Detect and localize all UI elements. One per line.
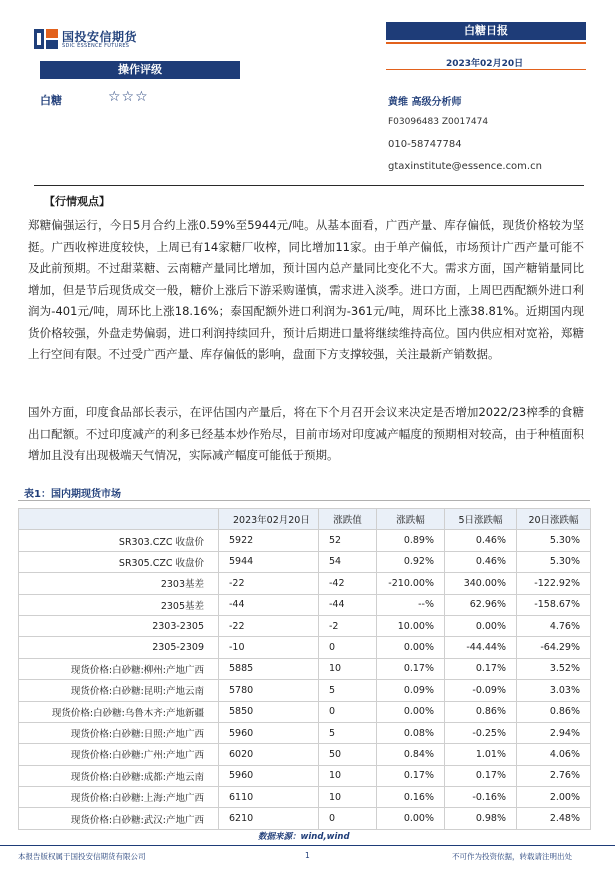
table-cell: 0.17% xyxy=(377,658,445,679)
table-cell: 0.89% xyxy=(377,530,445,551)
table-cell: 5780 xyxy=(219,680,319,701)
overseas-paragraph: 国外方面，印度食品部长表示，在评估国内产量后，将在下个月召开会议来决定是否增加2022/23榨季的食糖出口配额。不过印度减产的利多已经基本炒作殆尽，目前市场对印度减产幅度的预期相对较高，由于种植面积增加且没有出现极端天气情况，实际减产幅度可能低于预期。 xyxy=(28,405,584,462)
table-cell: 3.03% xyxy=(517,680,591,701)
section-divider xyxy=(34,185,584,186)
table-cell: -42 xyxy=(319,573,377,594)
table-cell: 340.00% xyxy=(445,573,517,594)
table-row xyxy=(19,722,591,743)
table-cell: -10 xyxy=(219,637,319,658)
table-row xyxy=(19,658,591,679)
rating-stars-icon: ☆☆☆ xyxy=(108,89,149,105)
table-cell: 1.01% xyxy=(445,744,517,765)
table-row xyxy=(19,594,591,615)
row-label: 现货价格:白砂糖:柳州:产地广西 xyxy=(19,658,219,679)
company-name-en: SDIC ESSENCE FUTURES xyxy=(62,43,130,49)
row-label: 2303-2305 xyxy=(19,615,219,636)
row-label: 现货价格:白砂糖:昆明:产地云南 xyxy=(19,680,219,701)
column-header: 涨跌值 xyxy=(319,509,377,530)
table-cell: 5944 xyxy=(219,551,319,572)
footer-divider xyxy=(0,845,615,846)
column-header: 5日涨跌幅 xyxy=(445,509,517,530)
table-cell: -0.09% xyxy=(445,680,517,701)
table-cell: 5 xyxy=(319,680,377,701)
table-cell: 2.48% xyxy=(517,808,591,829)
table-cell: 0.00% xyxy=(377,701,445,722)
table-caption: 表1：国内期现货市场 xyxy=(24,489,121,500)
table-cell: 0.46% xyxy=(445,530,517,551)
table-cell: 5960 xyxy=(219,765,319,786)
page-number: 1 xyxy=(305,851,310,860)
table-cell: 0.98% xyxy=(445,808,517,829)
section-heading: 【行情观点】 xyxy=(44,195,110,208)
data-source: 数据来源：wind,wind xyxy=(258,832,350,842)
table-cell: 0.16% xyxy=(377,787,445,808)
banner-divider xyxy=(386,42,586,44)
table-row xyxy=(19,808,591,829)
table-cell: -44 xyxy=(219,594,319,615)
table-row xyxy=(19,530,591,551)
table-cell: -44 xyxy=(319,594,377,615)
market-view-paragraph: 郑糖偏强运行，今日5月合约上涨0.59%至5944元/吨。从基本面看，广西产量、库存偏低，现货价格较为坚挺。广西收榨进度较快，上周已有14家糖厂收榨，同比增加11家。由于单产偏低，市场预计广西产量可能不及此前预期。不过甜菜糖、云南糖产量同比增加，预计国内总产量同比变化不大。需求方面，国产糖销量同比增加，但是节后现货成交一般，糖价上涨后下游采购谨慎，需求进入淡季。进口方面，上周巴西配额外进口利润为-401元/吨，周环比上涨18.16%；泰国配额外进口利润为-361元/吨，周环比上涨38.81%。近期国内现货价格较强，外盘走势偏弱，进口利润持续回升，预计后期进口量将继续维持高位。国内供应相对宽裕，郑糖上行空间有限。不过受广西产量、库存偏低的影响，盘面下方支撑较强，关注最新产销数据。 xyxy=(28,218,584,361)
table-cell: 5 xyxy=(319,722,377,743)
caption-divider xyxy=(18,500,590,501)
table-cell: 4.76% xyxy=(517,615,591,636)
table-cell: -0.25% xyxy=(445,722,517,743)
table-cell: 5885 xyxy=(219,658,319,679)
table-cell: 10 xyxy=(319,765,377,786)
column-header: 涨跌幅 xyxy=(377,509,445,530)
table-cell: 4.06% xyxy=(517,744,591,765)
table-row xyxy=(19,701,591,722)
analyst-license: F03096483 Z0017474 xyxy=(388,117,489,127)
table-cell: --% xyxy=(377,594,445,615)
table-row xyxy=(19,744,591,765)
table-cell: 0.00% xyxy=(377,637,445,658)
report-title: 白糖日报 xyxy=(386,22,586,40)
table-cell: -210.00% xyxy=(377,573,445,594)
table-cell: -0.16% xyxy=(445,787,517,808)
date-divider xyxy=(386,69,586,70)
company-name-cn: 国投安信期货 xyxy=(62,30,138,44)
rating-banner: 操作评级 xyxy=(40,61,240,79)
table-cell: 0 xyxy=(319,637,377,658)
row-label: 现货价格:白砂糖:武汉:产地广西 xyxy=(19,808,219,829)
table-row xyxy=(19,551,591,572)
market-data-table xyxy=(18,508,591,830)
row-label: 现货价格:白砂糖:乌鲁木齐:产地新疆 xyxy=(19,701,219,722)
table-row xyxy=(19,637,591,658)
table-cell: 5.30% xyxy=(517,551,591,572)
footer-copyright: 本报告版权属于国投安信期货有限公司 xyxy=(18,852,146,861)
company-logo-icon xyxy=(34,29,58,49)
table-cell: 0.17% xyxy=(445,658,517,679)
footer-disclaimer: 不可作为投资依据，转载请注明出处 xyxy=(452,852,572,861)
table-cell: 62.96% xyxy=(445,594,517,615)
table-row xyxy=(19,787,591,808)
analyst-phone: 010-58747784 xyxy=(388,139,462,150)
table-cell: 0.84% xyxy=(377,744,445,765)
table-cell: 0.46% xyxy=(445,551,517,572)
row-label: 2303基差 xyxy=(19,573,219,594)
table-cell: 10.00% xyxy=(377,615,445,636)
table-cell: 0.00% xyxy=(445,615,517,636)
table-cell: 0.00% xyxy=(377,808,445,829)
column-header xyxy=(19,509,219,530)
table-cell: -122.92% xyxy=(517,573,591,594)
row-label: 现货价格:白砂糖:成都:产地云南 xyxy=(19,765,219,786)
table-header-row xyxy=(19,509,591,530)
row-label: 2305-2309 xyxy=(19,637,219,658)
table-cell: -22 xyxy=(219,615,319,636)
table-cell: 0 xyxy=(319,808,377,829)
table-cell: 10 xyxy=(319,658,377,679)
table-cell: -22 xyxy=(219,573,319,594)
commodity-name: 白糖 xyxy=(40,94,62,107)
table-cell: 5922 xyxy=(219,530,319,551)
table-cell: 50 xyxy=(319,744,377,765)
table-cell: 0.92% xyxy=(377,551,445,572)
table-cell: 0.09% xyxy=(377,680,445,701)
row-label: 现货价格:白砂糖:日照:产地广西 xyxy=(19,722,219,743)
table-cell: 0.86% xyxy=(445,701,517,722)
table-cell: 6110 xyxy=(219,787,319,808)
table-cell: 0.17% xyxy=(377,765,445,786)
table-cell: 5960 xyxy=(219,722,319,743)
analyst-name: 黄维 高级分析师 xyxy=(388,97,462,108)
table-cell: 3.52% xyxy=(517,658,591,679)
report-date: 2023年02月20日 xyxy=(446,59,524,69)
table-cell: 0.08% xyxy=(377,722,445,743)
table-row xyxy=(19,573,591,594)
table-cell: 6020 xyxy=(219,744,319,765)
table-cell: -44.44% xyxy=(445,637,517,658)
column-header: 2023年02月20日 xyxy=(219,509,319,530)
row-label: 现货价格:白砂糖:上海:产地广西 xyxy=(19,787,219,808)
table-cell: -2 xyxy=(319,615,377,636)
analyst-email: gtaxinstitute@essence.com.cn xyxy=(388,161,542,172)
table-cell: 5.30% xyxy=(517,530,591,551)
table-cell: 54 xyxy=(319,551,377,572)
table-row xyxy=(19,680,591,701)
row-label: SR305.CZC 收盘价 xyxy=(19,551,219,572)
table-cell: 2.94% xyxy=(517,722,591,743)
table-row xyxy=(19,615,591,636)
table-cell: 0.86% xyxy=(517,701,591,722)
table-cell: 2.76% xyxy=(517,765,591,786)
table-cell: 2.00% xyxy=(517,787,591,808)
table-cell: -64.29% xyxy=(517,637,591,658)
table-cell: 10 xyxy=(319,787,377,808)
table-cell: 5850 xyxy=(219,701,319,722)
table-cell: 0 xyxy=(319,701,377,722)
table-cell: 0.17% xyxy=(445,765,517,786)
row-label: 2305基差 xyxy=(19,594,219,615)
table-cell: 52 xyxy=(319,530,377,551)
column-header: 20日涨跌幅 xyxy=(517,509,591,530)
table-body xyxy=(19,530,591,829)
table-row xyxy=(19,765,591,786)
row-label: 现货价格:白砂糖:广州:产地广西 xyxy=(19,744,219,765)
row-label: SR303.CZC 收盘价 xyxy=(19,530,219,551)
table-cell: 6210 xyxy=(219,808,319,829)
table-cell: -158.67% xyxy=(517,594,591,615)
